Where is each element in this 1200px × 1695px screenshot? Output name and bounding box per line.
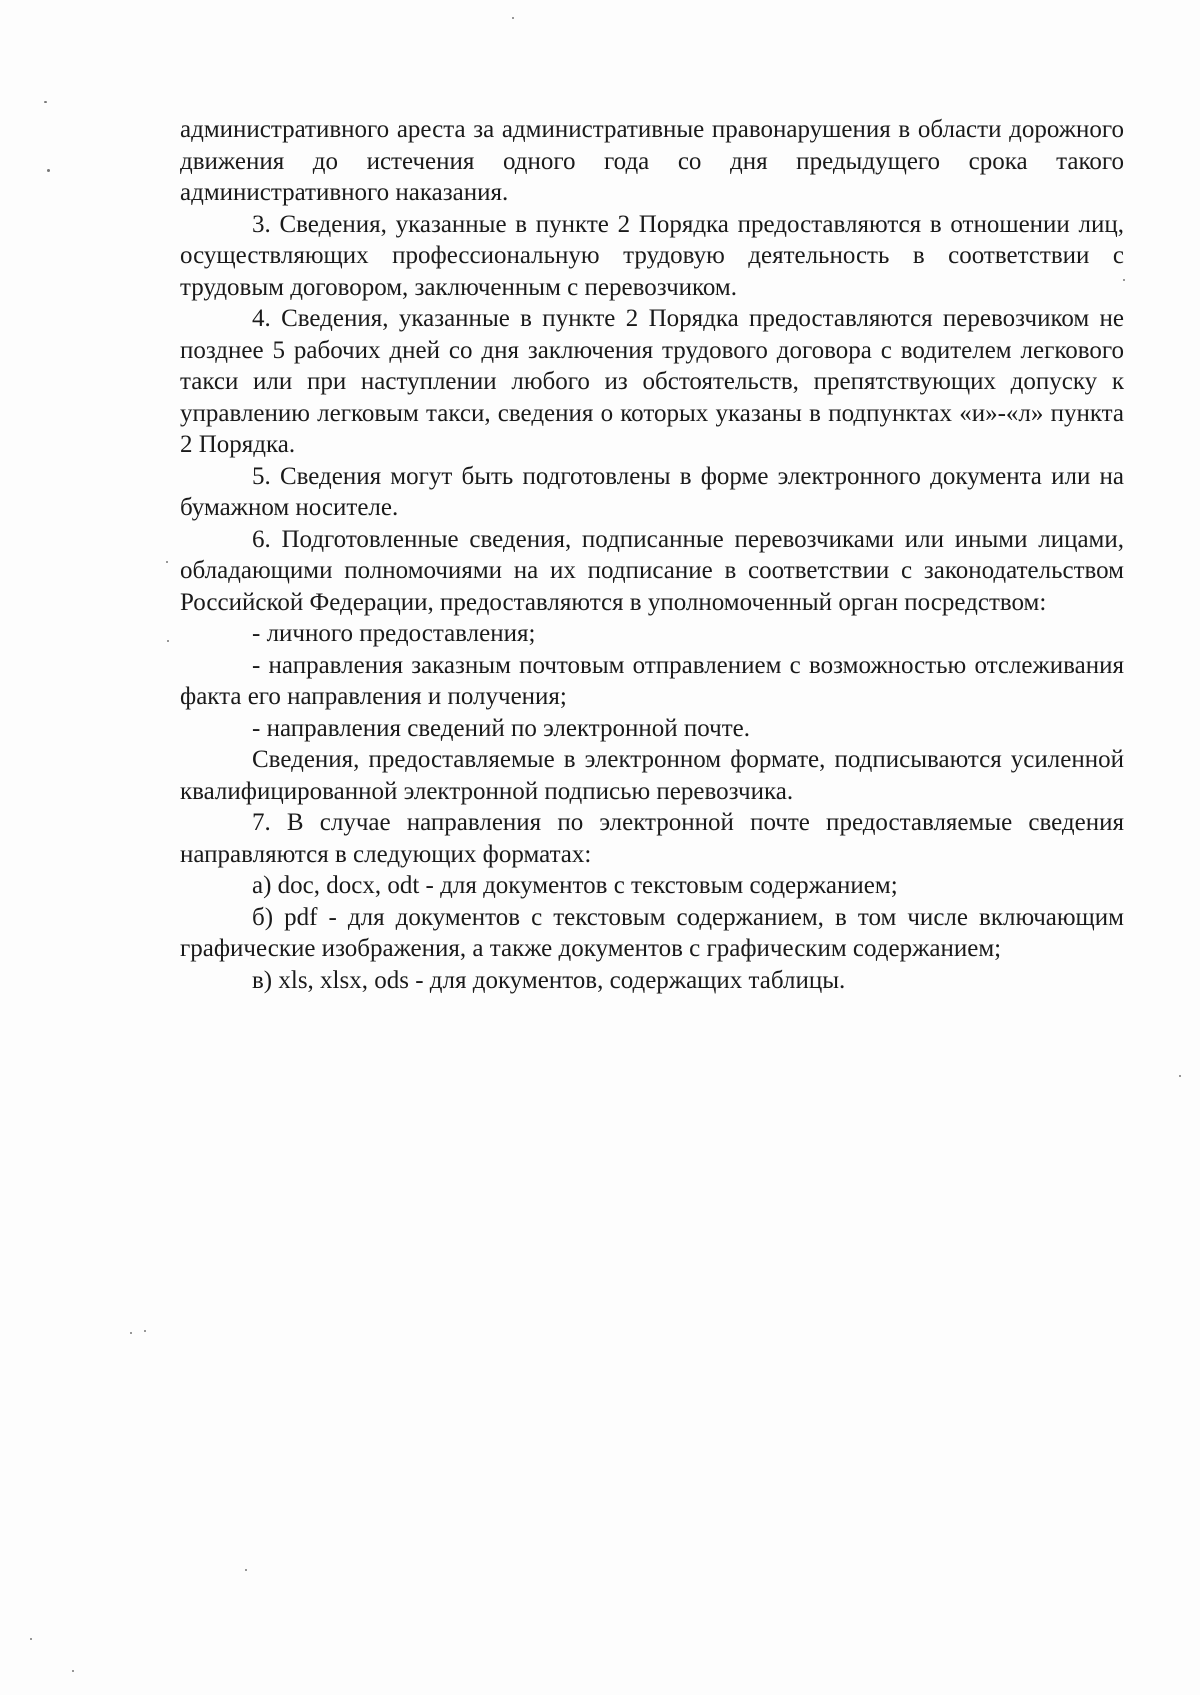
scan-speck [72, 1670, 74, 1672]
paragraph-item-6: 6. Подготовленные сведения, подписанные перевозчиками или иными лицами, обладающими полномочиями на их подписание в соответствии с законодательством Российской Федерации, предоставляются в уполномоченный орган посредством: [180, 525, 1124, 616]
paragraph-item-5: 5. Сведения могут быть подготовлены в форме электронного документа или на бумажном носителе. [180, 462, 1124, 521]
scan-speck [44, 101, 47, 103]
paragraph-electronic-signature: Сведения, предоставляемые в электронном формате, подписываются усиленной квалифицированной электронной подписью перевозчика. [180, 746, 1124, 805]
paragraph-item-3: 3. Сведения, указанные в пункте 2 Порядка предоставляются в отношении лиц, осуществляющих профессиональную трудовую деятельность в соответствии с трудовым договором, заключенным с перевозчиком. [180, 210, 1124, 301]
paragraph-item-7: 7. В случае направления по электронной почте предоставляемые сведения направляются в следующих форматах: [180, 809, 1124, 868]
document-body [180, 114, 1124, 996]
scan-speck [512, 17, 514, 19]
list-item-registered-mail: - направления заказным почтовым отправлением с возможностью отслеживания факта его направления и получения; [180, 651, 1124, 710]
format-item-c: в) xls, xlsx, ods - для документов, содержащих таблицы. [252, 966, 846, 994]
scan-speck [167, 640, 169, 642]
format-item-b: б) pdf - для документов с текстовым содержанием, в том числе включающим графические изображения, а также документов с графическим содержанием; [180, 903, 1124, 962]
scan-speck [1123, 279, 1125, 281]
scan-speck [30, 1638, 32, 1640]
scan-speck [47, 169, 50, 172]
scan-speck [144, 1330, 146, 1332]
paragraph-item-4: 4. Сведения, указанные в пункте 2 Порядка предоставляются перевозчиком не позднее 5 рабочих дней со дня заключения трудового договора с водителем легкового такси или при наступлении любого из обстоятельств, препятствующих допуску к управлению легковым такси, сведения о которых указаны в подпунктах «и»-«л» пункта 2 Порядка. [180, 305, 1124, 458]
format-item-a: а) doc, docx, odt - для документов с текстовым содержанием; [252, 872, 898, 899]
paragraph-continuation: административного ареста за административные правонарушения в области дорожного движения до истечения одного года со дня предыдущего срока такого административного наказания. [180, 116, 1124, 206]
scan-speck [130, 1332, 132, 1334]
list-item-personal-delivery: - личного предоставления; [252, 620, 536, 647]
scan-speck [1179, 1075, 1181, 1077]
list-item-email: - направления сведений по электронной почте. [252, 714, 750, 742]
scan-speck [166, 561, 168, 563]
scan-speck [245, 1569, 247, 1571]
